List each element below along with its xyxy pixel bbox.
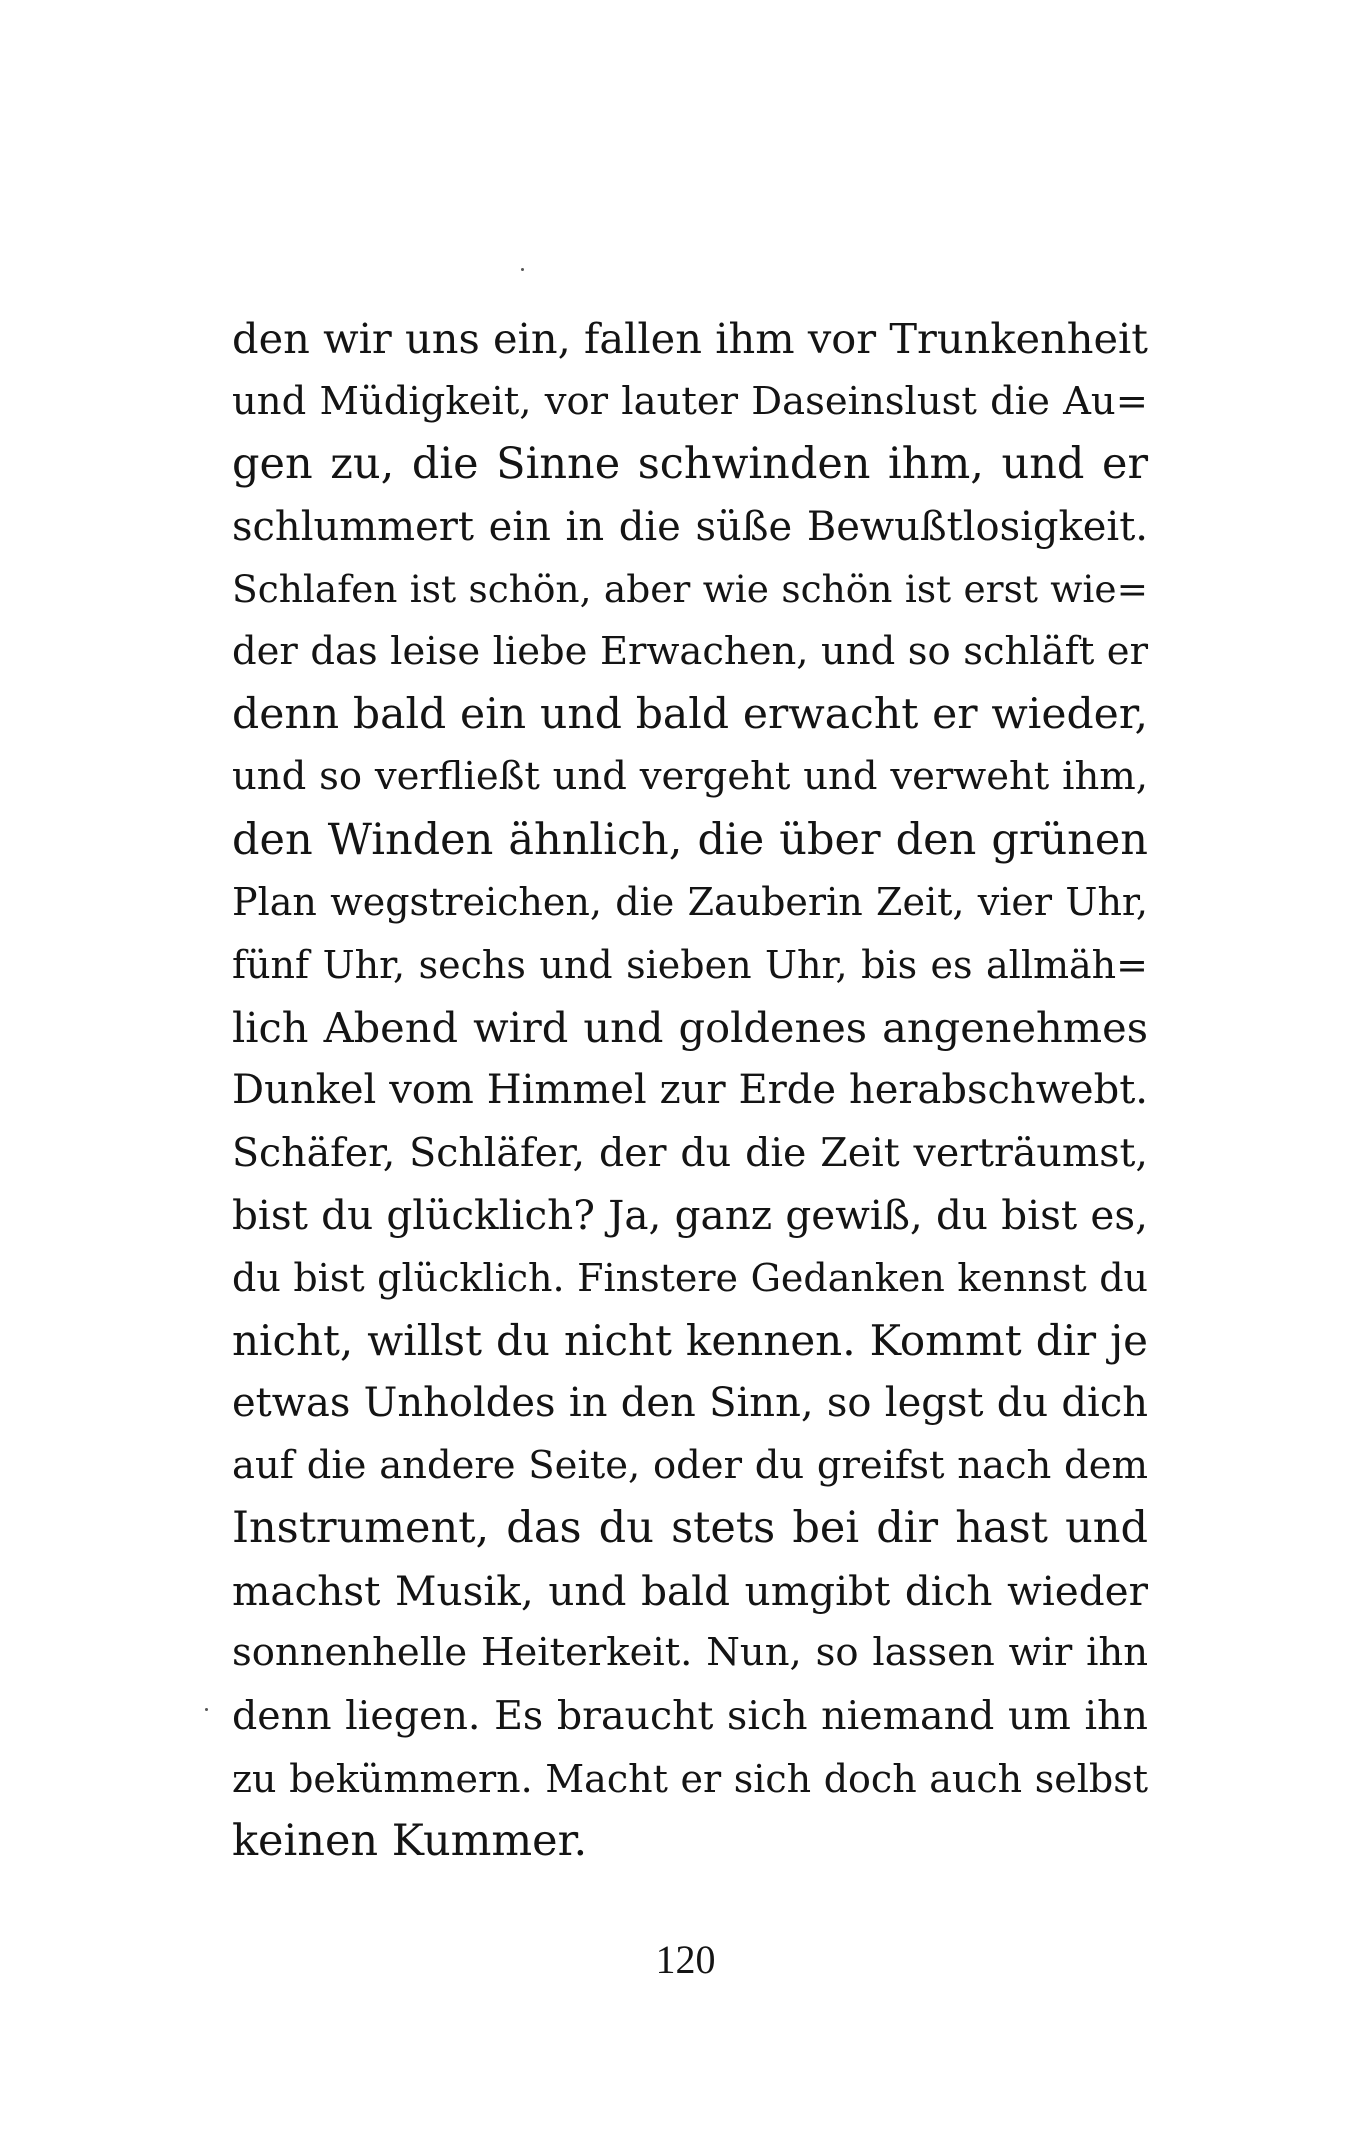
text-line: gen zu, die Sinne schwinden ihm, und er (232, 439, 1148, 490)
text-line: Instrument, das du stets bei dir hast und (232, 1503, 1148, 1554)
text-line: und so verfließt und vergeht und verweht ihm, (232, 754, 1148, 800)
text-line: lich Abend wird und goldenes angenehmes (232, 1002, 1148, 1052)
text-line: machst Musik, und bald umgibt dich wieder (232, 1566, 1148, 1615)
text-line: der das leise liebe Erwachen, und so schläft er (232, 628, 1148, 674)
text-line: Schlafen ist schön, aber wie schön ist erst wie= (232, 567, 1148, 612)
text-line: schlummert ein in die süße Bewußtlosigkeit. (232, 503, 1148, 550)
text-line: sonnenhelle Heiterkeit. Nun, so lassen wir ihn (232, 1630, 1148, 1676)
page-number: 120 (655, 1937, 716, 1982)
paper-speck (205, 1708, 208, 1711)
text-line: den wir uns ein, fallen ihm vor Trunkenheit (232, 314, 1148, 363)
body-text (232, 308, 1148, 1873)
text-line: fünf Uhr, sechs und sieben Uhr, bis es allmäh= (232, 942, 1148, 987)
text-line: und Müdigkeit, vor lauter Daseinslust die Au= (232, 378, 1148, 424)
text-line: Plan wegstreichen, die Zauberin Zeit, vier Uhr, (232, 880, 1148, 925)
text-line: nicht, willst du nicht kennen. Kommt dir je (232, 1315, 1148, 1365)
text-line: keinen Kummer. (232, 1816, 588, 1867)
text-line: du bist glücklich. Finstere Gedanken kennst du (232, 1255, 1148, 1300)
text-line: den Winden ähnlich, die über den grünen (232, 814, 1148, 865)
text-line: auf die andere Seite, oder du greifst nach dem (232, 1442, 1148, 1488)
text-line: bist du glücklich? Ja, ganz gewiß, du bist es, (232, 1191, 1148, 1240)
paper-speck (521, 268, 524, 271)
text-line: denn liegen. Es braucht sich niemand um ihn (232, 1693, 1148, 1740)
text-line: Dunkel vom Himmel zur Erde herabschwebt. (232, 1067, 1148, 1114)
text-line: denn bald ein und bald erwacht er wieder, (232, 689, 1148, 739)
text-line: etwas Unholdes in den Sinn, so legst du dich (232, 1380, 1148, 1427)
text-line: Schäfer, Schläfer, der du die Zeit verträumst, (232, 1129, 1148, 1176)
text-line: zu bekümmern. Macht er sich doch auch selbst (232, 1756, 1148, 1801)
